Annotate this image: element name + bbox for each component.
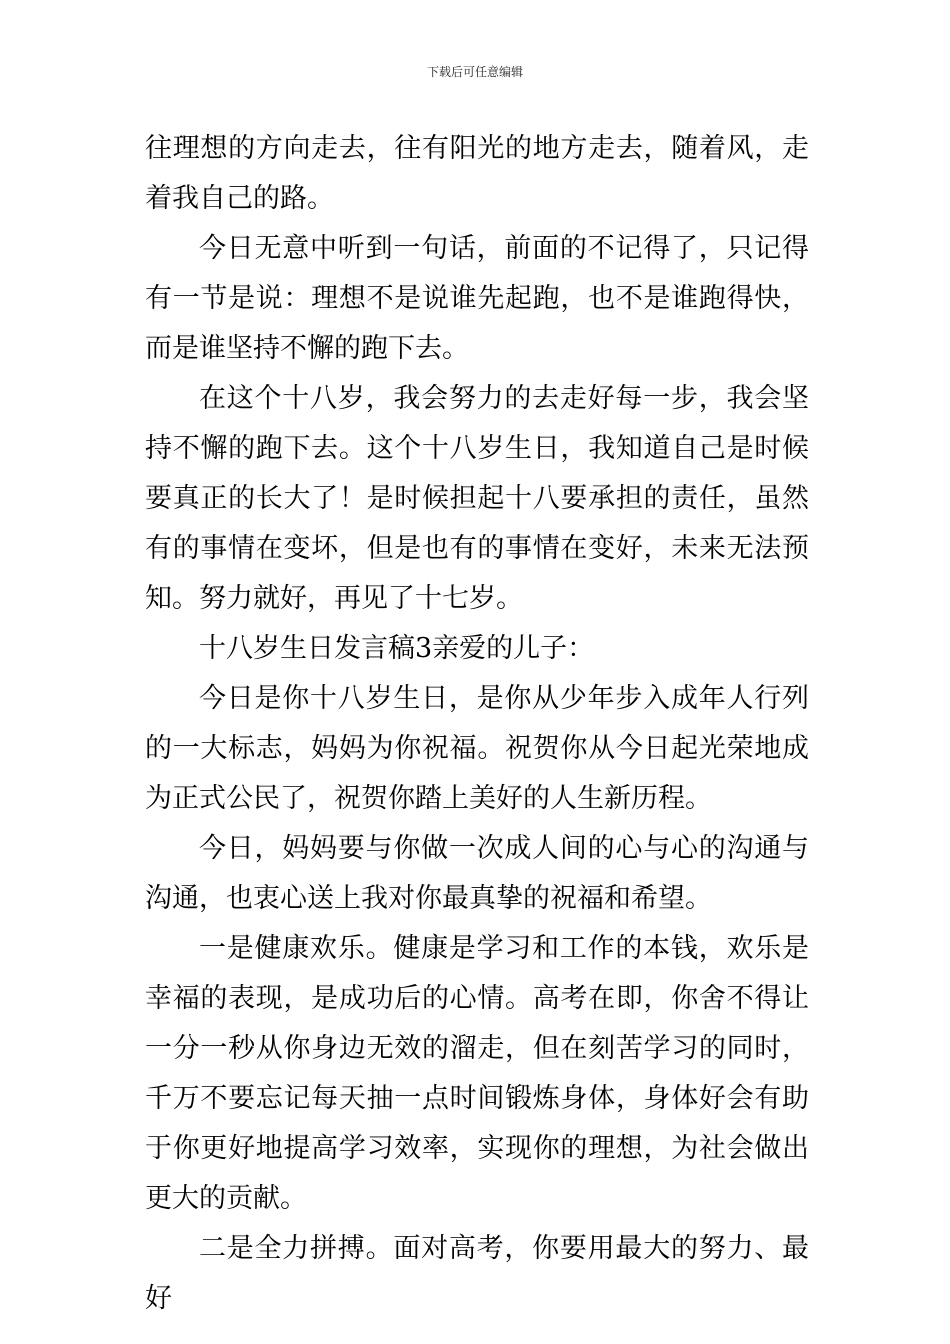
- paragraph-4: 今日是你十八岁生日，是你从少年步入成年人行列的一大标志，妈妈为你祝福。祝贺你从今日起光荣地成为正式公民了，祝贺你踏上美好的人生新历程。: [145, 683, 809, 814]
- paragraph-5: 今日，妈妈要与你做一次成人间的心与心的沟通与沟通，也衷心送上我对你最真挚的祝福和希望。: [145, 833, 809, 914]
- section-heading: 十八岁生日发言稿3亲爱的儿子：: [199, 633, 595, 664]
- paragraph-6: 一是健康欢乐。健康是学习和工作的本钱，欢乐是幸福的表现，是成功后的心情。高考在即，你舍不得让一分一秒从你身边无效的溜走，但在刻苦学习的同时，千万不要忘记每天抽一点时间锻炼身体，身体好会有助于你更好地提高学习效率，实现你的理想，为社会做出更大的贡献。: [145, 933, 809, 1214]
- document-body: [145, 124, 809, 1324]
- paragraph-1: 往理想的方向走去，往有阳光的地方走去，随着风，走着我自己的路。: [145, 133, 809, 214]
- paragraph-3: 在这个十八岁，我会努力的去走好每一步，我会坚持不懈的跑下去。这个十八岁生日，我知道自己是时候要真正的长大了！是时候担起十八要承担的责任，虽然有的事情在变坏，但是也有的事情在变好，未来无法预知。努力就好，再见了十七岁。: [145, 383, 809, 614]
- paragraph-2: 今日无意中听到一句话，前面的不记得了，只记得有一节是说：理想不是说谁先起跑，也不是谁跑得快，而是谁坚持不懈的跑下去。: [145, 233, 809, 364]
- paragraph-7: 二是全力拼搏。面对高考，你要用最大的努力、最好: [145, 1233, 809, 1314]
- page-header: 下载后可任意编辑: [426, 65, 523, 79]
